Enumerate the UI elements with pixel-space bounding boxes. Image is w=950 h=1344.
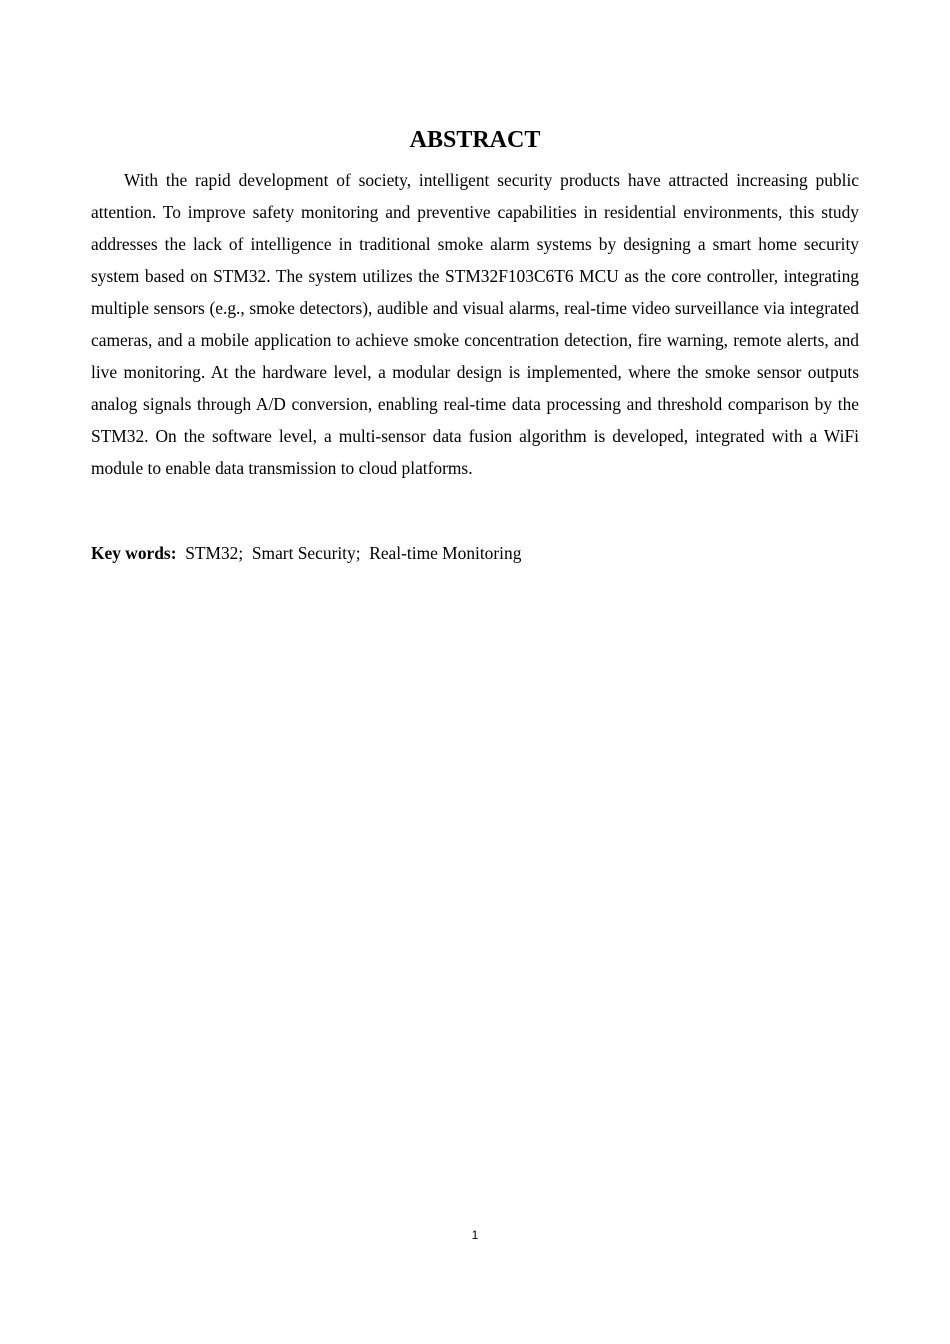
abstract-title: ABSTRACT [409,127,541,153]
keywords-list: STM32; Smart Security; Real-time Monitoring [176,543,522,563]
keywords-label: Key words: [91,543,177,563]
abstract-body: With the rapid development of society, intelligent security products have attracted increasing public attention. To improve safety monitoring and preventive capabilities in residential environments, this study addresses the lack of intelligence in traditional smoke alarm systems by designing a smart home security system based on STM32. The system utilizes the STM32F103C6T6 MCU as the core controller, integrating multiple sensors (e.g., smoke detectors), audible and visual alarms, real-time video surveillance via integrated cameras, and a mobile application to achieve smoke concentration detection, fire warning, remote alerts, and live monitoring. At the hardware level, a modular design is implemented, where the smoke sensor outputs analog signals through A/D conversion, enabling real-time data processing and threshold comparison by the STM32. On the software level, a multi-sensor data fusion algorithm is developed, integrated with a WiFi module to enable data transmission to cloud platforms. [91,170,859,478]
page-number: 1 [471,1228,479,1242]
keywords-line [91,537,859,569]
